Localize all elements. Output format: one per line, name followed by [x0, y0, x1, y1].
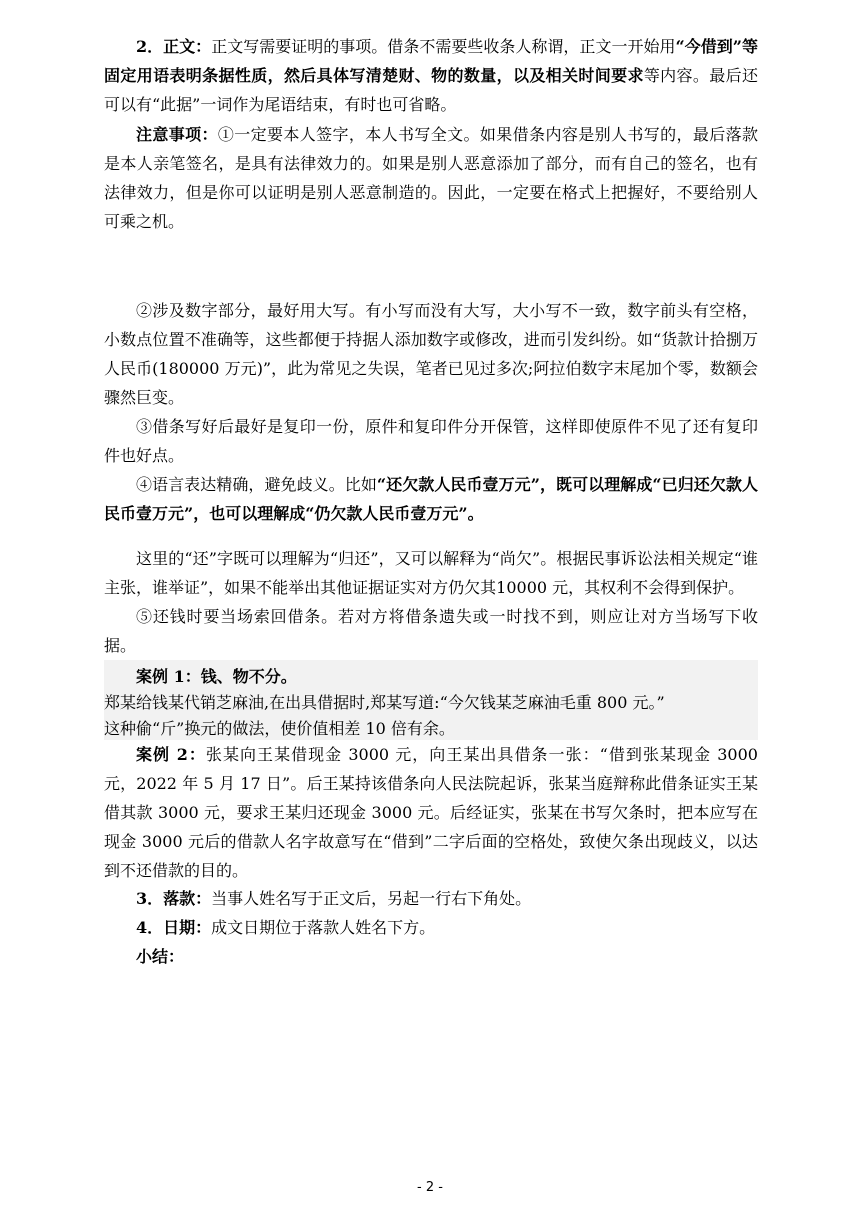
notes-paragraph-6: ⑤还钱时要当场索回借条。若对方将借条遗失或一时找不到，则应让对方当场写下收据。 — [104, 607, 758, 655]
notes-paragraph-1: 注意事项：①一定要本人签字，本人书写全文。如果借条内容是别人书写的，最后落款是本人亲笔签名，是具有法律效力的。如果是别人恶意添加了部分，而有自己的签名，也有法律效力，但是你可以证明是别人恶意制造的。因此，一定要在格式上把握好，不要给别人可乘之机。 — [104, 125, 758, 231]
notes-paragraph-2: ②涉及数字部分，最好用大写。有小写而没有大写，大小写不一致，数字前头有空格，小数点位置不准确等，这些都便于持据人添加数字或修改，进而引发纠纷。如“货款计拾捌万人民币(180000 万元)”，此为常见之失误，笔者已见过多次;阿拉伯数字末尾加个零，数额会骤然巨变。 — [104, 301, 758, 407]
case2-paragraph: 案例 2：张某向王某借现金 3000 元，向王某出具借条一张：“借到张某现金 3000 元，2022 年 5 月 17 日”。后王某持该借条向人民法院起诉，张某当庭辩称此借条证实王某借其款 3000 元，要求王某归还现金 3000 元。后经证实，张某在书写欠条时，把本应写在现金 3000 元后的借款人名字故意写在“借到”二字后面的空格处，致使欠条出现歧义，以达到不还借款的目的。 — [104, 745, 758, 880]
section-heading: 2．正文： — [136, 37, 212, 56]
notes-paragraph-5: 这里的“还”字既可以理解为“归还”，又可以解释为“尚欠”。根据民事诉讼法相关规定“谁主张，谁举证”，如果不能举出其他证据证实对方仍欠其10000 元，其权利不会得到保护。 — [104, 549, 758, 597]
notes-heading: 注意事项： — [136, 125, 218, 144]
case1-line-2: 这种偷“斤”换元的做法，使价值相差 10 倍有余。 — [104, 719, 455, 738]
section-body-text: 2．正文：正文写需要证明的事项。借条不需要些收条人称谓，正文一开始用“今借到”等固定用语表明条据性质，然后具体写清楚财、物的数量，以及相关时间要求等内容。最后还可以有“此据”一词作为尾语结束，有时也可省略。 — [104, 37, 758, 114]
case1-line-1: 郑某给钱某代销芝麻油,在出具借据时,郑某写道:“今欠钱某芝麻油毛重 800 元。” — [104, 693, 665, 712]
signature-section: 3．落款：当事人姓名写于正文后，另起一行右下角处。 — [136, 889, 532, 908]
notes-paragraph-4: ④语言表达精确，避免歧义。比如“还欠款人民币壹万元”，既可以理解成“已归还欠款人民币壹万元”，也可以理解成“仍欠款人民币壹万元”。 — [104, 475, 758, 523]
date-section: 4．日期：成文日期位于落款人姓名下方。 — [136, 918, 436, 937]
case1-heading: 案例 1：钱、物不分。 — [136, 667, 297, 686]
notes-paragraph-3: ③借条写好后最好是复印一份，原件和复印件分开保管，这样即使原件不见了还有复印件也好点。 — [104, 417, 758, 465]
case2-heading: 案例 2： — [136, 745, 206, 764]
page-number: - 2 - — [417, 1180, 443, 1195]
summary-heading: 小结： — [136, 947, 185, 966]
